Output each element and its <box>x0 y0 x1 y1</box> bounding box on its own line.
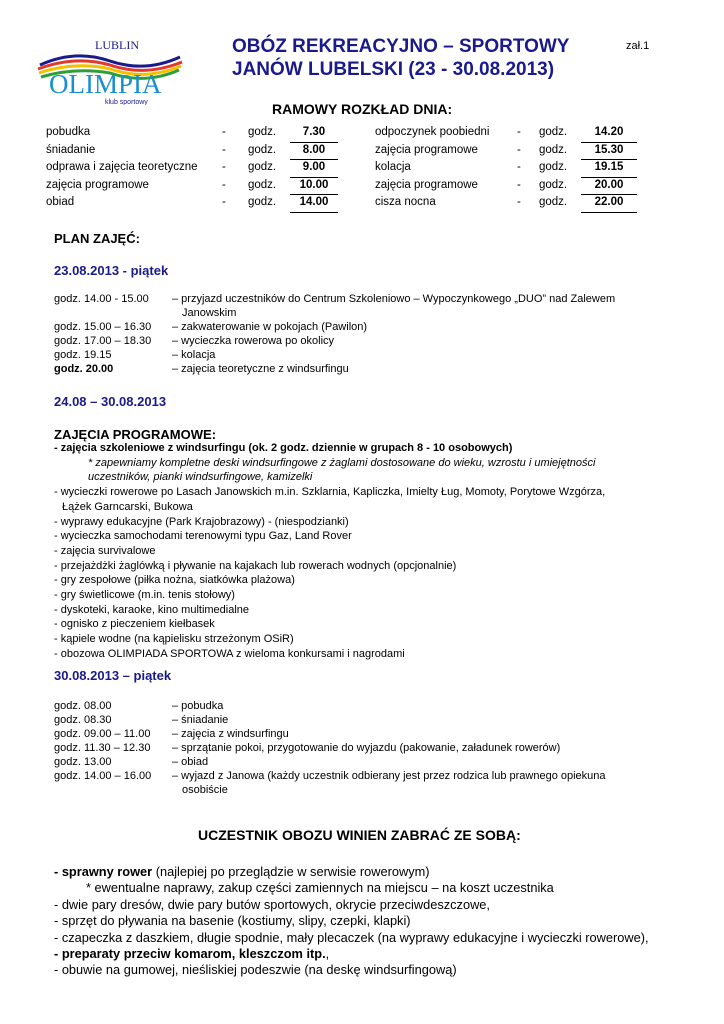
list-item-cont: Łążek Garncarski, Bukowa <box>62 500 193 513</box>
schedule-row: śniadanie - godz. 8.00 <box>46 142 338 160</box>
timeline-row-cont: Janowskim <box>182 307 237 319</box>
list-item: - wycieczka samochodami terenowymi typu Gaz, Land Rover <box>54 530 352 543</box>
list-item: - zajęcia szkoleniowe z windsurfingu (ok. 2 godz. dziennie w grupach 8 - 10 osobowych) <box>54 442 513 454</box>
plan-heading: PLAN ZAJĘĆ: <box>54 231 140 246</box>
timeline-row: godz. 08.30 – śniadanie <box>54 714 229 726</box>
list-note: * ewentualne naprawy, zakup części zamiennych na miejscu – na koszt uczestnika <box>86 880 554 896</box>
list-item: - gry świetlicowe (m.in. tenis stołowy) <box>54 589 235 602</box>
schedule-row: odprawa i zajęcia teoretyczne - godz. 9.00 <box>46 159 338 177</box>
title-line-1: OBÓZ REKREACYJNO – SPORTOWY <box>232 36 570 57</box>
schedule-left <box>46 124 338 212</box>
list-note: * zapewniamy kompletne deski windsurfingowe z żaglami dostosowane do wieku, wzrostu i umiejętności <box>88 456 596 469</box>
timeline-row: godz. 14.00 – 16.00 – wyjazd z Janowa (każdy uczestnik odbierany jest przez rodzica lub prawnego opiekuna <box>54 770 606 782</box>
timeline-row: godz. 09.00 – 11.00 – zajęcia z windsurfingu <box>54 728 289 740</box>
timeline-row-cont: osobiście <box>182 784 228 796</box>
logo-top-text: LUBLIN <box>95 38 139 52</box>
bring-list <box>54 864 704 979</box>
schedule-heading: RAMOWY ROZKŁAD DNIA: <box>272 101 453 117</box>
attachment-label: zał.1 <box>626 40 650 52</box>
timeline-row: godz. 20.00 – zajęcia teoretyczne z windsurfingu <box>54 363 349 375</box>
list-item: - preparaty przeciw komarom, kleszczom itp., <box>54 946 330 962</box>
logo-sub-text: klub sportowy <box>105 99 148 105</box>
day1-timeline <box>54 292 682 376</box>
list-item: - kąpiele wodne (na kąpielisku strzeżonym OSiR) <box>54 633 294 646</box>
timeline-row: godz. 14.00 - 15.00 – przyjazd uczestników do Centrum Szkoleniowo – Wypoczynkowego „DUO” nad Zalewem <box>54 293 616 305</box>
list-item: - czapeczka z daszkiem, długie spodnie, mały plecaczek (na wyprawy edukacyjne i wycieczki rowerowe), <box>54 929 649 945</box>
program-list <box>54 441 694 662</box>
timeline-row: godz. 13.00 – obiad <box>54 756 209 768</box>
schedule-row: kolacja - godz. 19.15 <box>375 159 637 177</box>
list-item: - dyskoteki, karaoke, kino multimedialne <box>54 603 250 616</box>
schedule-row: zajęcia programowe - godz. 10.00 <box>46 177 338 195</box>
timeline-row: godz. 17.00 – 18.30 – wycieczka rowerowa po okolicy <box>54 335 335 347</box>
list-item: - zajęcia survivalowe <box>54 544 156 557</box>
list-item: - przejażdżki żaglówką i pływanie na kajakach lub rowerach wodnych (opcjonalnie) <box>54 559 457 572</box>
last-day-timeline <box>54 699 682 797</box>
list-item: - ognisko z pieczeniem kiełbasek <box>54 618 215 631</box>
list-item: - wyprawy edukacyjne (Park Krajobrazowy) - (niespodzianki) <box>54 515 349 528</box>
timeline-row: godz. 11.30 – 12.30 – sprzątanie pokoi, przygotowanie do wyjazdu (pakowanie, załadunek rowerów) <box>54 742 561 754</box>
period-date: 24.08 – 30.08.2013 <box>54 394 167 409</box>
schedule-right <box>375 124 637 212</box>
list-item: - sprzęt do pływania na basenie (kostiumy, slipy, czepki, klapki) <box>54 913 411 929</box>
program-heading: ZAJĘCIA PROGRAMOWE: <box>54 427 217 442</box>
olimpia-logo <box>35 35 185 105</box>
list-note: uczestników, pianki windsurfingowe, kamizelki <box>88 471 313 484</box>
schedule-row: pobudka - godz. 7.30 <box>46 124 338 142</box>
bring-heading: UCZESTNIK OBOZU WINIEN ZABRAĆ ZE SOBĄ: <box>198 827 521 843</box>
day1-date: 23.08.2013 - piątek <box>54 263 169 278</box>
list-item: - gry zespołowe (piłka nożna, siatkówka plażowa) <box>54 574 295 587</box>
schedule-row: odpoczynek poobiedni - godz. 14.20 <box>375 124 637 142</box>
schedule-row: zajęcia programowe - godz. 15.30 <box>375 142 637 160</box>
schedule-row: obiad - godz. 14.00 <box>46 194 338 212</box>
list-item: - sprawny rower (najlepiej po przeglądzie w serwisie rowerowym) <box>54 864 430 879</box>
list-item: - dwie pary dresów, dwie pary butów sportowych, okrycie przeciwdeszczowe, <box>54 896 490 912</box>
title-line-2: JANÓW LUBELSKI (23 - 30.08.2013) <box>232 59 555 80</box>
logo-main-text: OLIMPIA <box>49 69 162 99</box>
last-day-date: 30.08.2013 – piątek <box>54 668 172 683</box>
list-item: - obuwie na gumowej, nieśliskiej podeszwie (na deskę windsurfingową) <box>54 962 457 978</box>
schedule-row: zajęcia programowe - godz. 20.00 <box>375 177 637 195</box>
page-title <box>232 35 569 81</box>
list-item: - wycieczki rowerowe po Lasach Janowskich m.in. Szklarnia, Kapliczka, Imielty Ług, Momoty, Porytowe Wzgórza, <box>54 486 606 499</box>
olimpia-logo-graphic <box>35 35 185 105</box>
timeline-row: godz. 15.00 – 16.30 – zakwaterowanie w pokojach (Pawilon) <box>54 321 368 333</box>
list-item: - obozowa OLIMPIADA SPORTOWA z wieloma konkursami i nagrodami <box>54 647 405 660</box>
timeline-row: godz. 08.00 – pobudka <box>54 700 224 712</box>
schedule-row: cisza nocna - godz. 22.00 <box>375 194 637 212</box>
timeline-row: godz. 19.15 – kolacja <box>54 349 216 361</box>
